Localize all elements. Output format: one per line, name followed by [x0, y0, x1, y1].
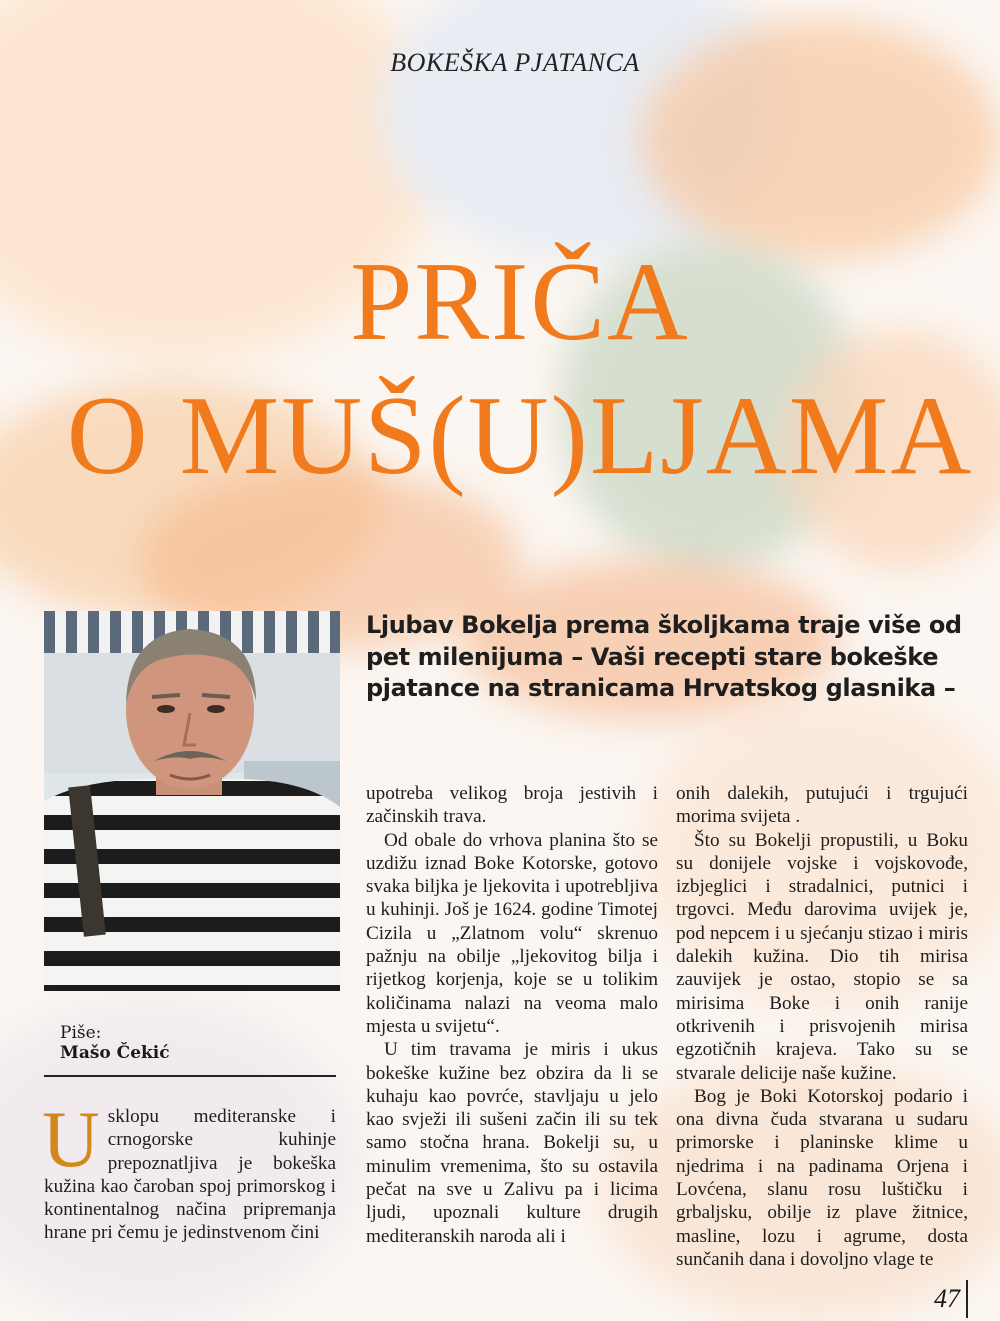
column-3-paragraph-3: Bog je Boki Kotorskoj podario i ona divna čuda stvarana u sudaru primorske i planinske klime u njedrima i na padinama Orjena i Lovćena, slanu rosu luštičku i grbaljsku, obilje iz plave žitnice, masline, lozu i agrume, dosta sunčanih dana i dovoljno vlage te [676, 1085, 968, 1270]
section-label: BOKEŠKA PJATANCA [390, 48, 640, 77]
lead-paragraph: Ljubav Bokelja prema školjkama traje više od pet milenijuma – Vaši recepti stare bokeške pjatance na stranicama Hrvatskog glasnika – [366, 611, 962, 702]
drop-cap: U [42, 1096, 100, 1184]
article-column-1 [42, 1096, 336, 1245]
byline-author: Mašo Čekić [60, 1043, 170, 1063]
column-2-paragraph-1: upotreba velikog broja jestivih i začinskih trava. [366, 783, 658, 828]
article-column-3 [676, 782, 968, 1271]
article-column-2 [366, 782, 658, 1248]
column-3-paragraph-1: onih dalekih, putujući i trgujući morima svijeta . [676, 783, 968, 828]
page-number: 47 [934, 1284, 960, 1313]
headline-line-2: O MUŠ(U)LJAMA [66, 374, 974, 498]
headline-line-1: PRIČA [350, 240, 690, 364]
byline-divider [44, 1075, 336, 1077]
column-2-paragraph-3: U tim travama je miris i ukus bokeške kužine bez obzira da li se kuhaju kao povrće, stavljaju u jelo kao svježi ili sušeni začin ili su tek samo stočna hrana. Bokelji su, u minulim vremenima, što su ostavila pečat na sve u Zalivu pa i licima ljudi, upoznali kulture drugih mediteranskih naroda ali i [366, 1039, 658, 1247]
column-2-paragraph-2: Od obale do vrhova planina što se uzdižu iznad Boke Kotorske, gotovo svaka biljka je ljekovita i upotrebljiva u kuhinji. Još je 1624. godine Timotej Cizila u „Zlatnom volu“ skrenuo pažnju na obilje „ljekovitog bilja i rijetkog korjenja, koje se u tolikim količinama nalazi na veoma malo mjesta u svijetu“. [366, 829, 658, 1037]
page-number-bar [966, 1280, 968, 1318]
column-3-paragraph-2: Što su Bokelji propustili, u Boku su donijele vojske i vojskovođe, izbjeglici i stradalnici, putnici i trgovci. Među darovima uvijek je, pod nepcem i u sjećanju stizao i miris dalekih kužina. Dio tih mirisa zauvijek je ostao, stopio se sa mirisima Boke i onih ranije otkrivenih i prisvojenih mirisa egzotičnih krajeva. Tako su se stvarale delicije naše kužine. [676, 829, 968, 1084]
author-photo [44, 611, 340, 991]
byline-label: Piše: [60, 1023, 102, 1043]
column-1-paragraph-1: sklopu mediteranske i crnogorske kuhinje prepoznatljiva je bokeška kužina kao čaroban spoj primorskog i kontinentalnog načina pripremanja hrane pri čemu je jedinstvenom čini [44, 1106, 336, 1244]
